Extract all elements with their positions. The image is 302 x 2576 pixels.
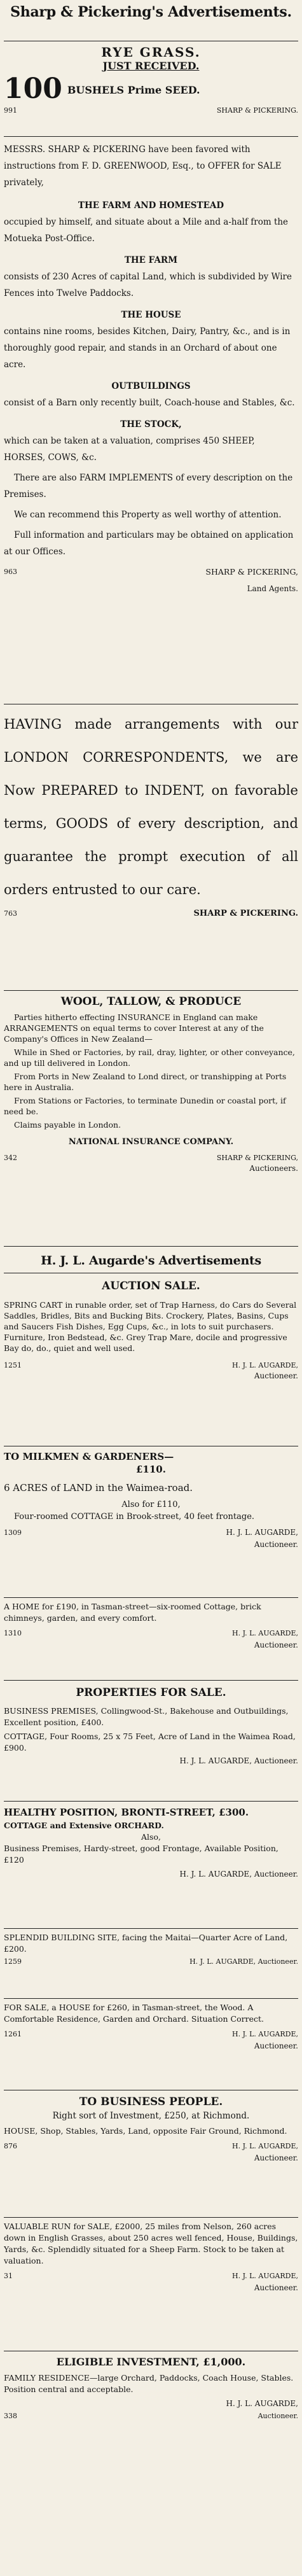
ad-signature: SHARP & PICKERING. bbox=[193, 909, 298, 918]
ad-paragraph: From Ports in New Zealand to Lond direct, or transhipping at Ports here in Australia. bbox=[4, 1072, 287, 1092]
ad-signature-title: Land Agents. bbox=[247, 584, 298, 593]
ad-signature-title: Auctioneer. bbox=[254, 2153, 298, 2162]
ad-business-people bbox=[4, 2094, 298, 2215]
ad-number: 763 bbox=[4, 909, 17, 918]
ad-milkmen-gardeners bbox=[4, 1450, 298, 1595]
ad-text: VALUABLE RUN for SALE, £2000, 25 miles from Nelson, 260 acres down in English Grasses, about 250 acres well fenced, House, Buildings, Yards, &c. Splendidly situated for a Sheep Farm. Stock to be taken at valuation. bbox=[4, 2222, 298, 2265]
divider bbox=[4, 704, 298, 706]
ad-paragraph: occupied by himself, and situate about a Mile and a-half from the Motueka Post-Office. bbox=[4, 217, 289, 244]
section-heading-augarde bbox=[4, 1251, 298, 1270]
ad-house-for-sale bbox=[4, 2002, 298, 2087]
ad-paragraph: consists of 230 Acres of capital Land, which is subdivided by Wire Fences into Twelve Paddocks. bbox=[4, 272, 292, 298]
divider bbox=[4, 990, 298, 992]
ad-text: A HOME for £190, in Tasman-street—six-roomed Cottage, brick chimneys, garden, and every comfort. bbox=[4, 1602, 261, 1623]
heading-text: H. J. L. Augarde's Advertisements bbox=[41, 1254, 261, 1268]
ad-signature: H. J. L. AUGARDE, bbox=[231, 2272, 298, 2280]
ad-paragraph: BUSINESS PREMISES, Collingwood-St., Bakehouse and Outbuildings, Excellent position, £400. bbox=[4, 1706, 289, 1727]
ad-signature-title: Auctioneers. bbox=[249, 1164, 298, 1173]
ad-title: PROPERTIES FOR SALE. bbox=[76, 1686, 226, 1699]
ad-number: 876 bbox=[4, 2142, 17, 2150]
ad-text: HOUSE, Shop, Stables, Yards, Land, opposite Fair Ground, Richmond. bbox=[4, 2126, 287, 2136]
ad-properties-for-sale bbox=[4, 1684, 298, 1798]
ad-a-home bbox=[4, 1601, 298, 1677]
ad-signature-title: Auctioneer. bbox=[254, 2041, 298, 2050]
divider bbox=[4, 2090, 298, 2092]
ad-paragraph: From Stations or Factories, to terminate Dunedin or coastal port, if need be. bbox=[4, 1096, 286, 1116]
ad-paragraph: COTTAGE, Four Rooms, 25 x 75 Feet, Acre of Land in the Waimea Road, £900. bbox=[4, 1732, 296, 1753]
ad-title: TO MILKMEN & GARDENERS— bbox=[4, 1451, 174, 1462]
ad-valuable-run bbox=[4, 2221, 298, 2348]
divider bbox=[4, 1998, 298, 2000]
ad-signature: SHARP & PICKERING. bbox=[216, 106, 298, 115]
ad-paragraph: contains nine rooms, besides Kitchen, Dairy, Pantry, &c., and is in thoroughly good repair, and stands in an Orchard of about one acre. bbox=[4, 326, 291, 370]
ad-signature-title: Auctioneer. bbox=[254, 1371, 298, 1380]
ad-subtitle: JUST RECEIVED. bbox=[102, 60, 200, 72]
ad-indent-goods bbox=[4, 708, 298, 988]
ad-text: HAVING made arrangements with our LONDON CORRESPONDENTS, we are Now PREPARED to INDENT, on favorable terms, GOODS of every description, and guarantee the prompt execution of all orders entrusted to our care. bbox=[4, 717, 298, 897]
ad-eligible-investment bbox=[4, 2355, 298, 2482]
divider bbox=[4, 2217, 298, 2219]
ad-signature: H. J. L. AUGARDE, bbox=[231, 2030, 298, 2038]
ad-wool-tallow bbox=[4, 994, 298, 1242]
ad-paragraph: Claims payable in London. bbox=[14, 1120, 121, 1130]
ad-text: Also for £110, bbox=[121, 1500, 181, 1509]
ad-text: BUSHELS Prime SEED. bbox=[67, 84, 200, 96]
section-heading-sharp-pickering bbox=[4, 4, 298, 39]
divider bbox=[4, 1680, 298, 1682]
ad-number: 1259 bbox=[4, 1957, 22, 1966]
ad-subheading: THE FARM bbox=[124, 255, 178, 265]
ad-subheading: THE FARM AND HOMESTEAD bbox=[78, 200, 224, 211]
ad-title: AUCTION SALE. bbox=[102, 1280, 200, 1292]
ad-paragraph: There are also FARM IMPLEMENTS of every description on the Premises. bbox=[4, 473, 293, 500]
ad-subheading: THE HOUSE bbox=[121, 310, 181, 320]
ad-number: 338 bbox=[4, 2412, 17, 2420]
ad-signature-title: Auctioneer. bbox=[254, 2283, 298, 2292]
ad-number: 1251 bbox=[4, 1361, 22, 1369]
ad-number: 1310 bbox=[4, 1629, 22, 1637]
ad-subheading: OUTBUILDINGS bbox=[111, 381, 191, 391]
ad-signature: H. J. L. AUGARDE, bbox=[226, 2399, 298, 2408]
divider bbox=[4, 2351, 298, 2353]
ad-text: SPLENDID BUILDING SITE, facing the Maitai—Quarter Acre of Land, £200. bbox=[4, 1933, 288, 1954]
ad-signature: H. J. L. AUGARDE, Auctioneer. bbox=[189, 1957, 298, 1966]
ad-also: Also, bbox=[141, 1832, 161, 1842]
ad-title: TO BUSINESS PEOPLE. bbox=[79, 2096, 223, 2108]
ad-company: NATIONAL INSURANCE COMPANY. bbox=[68, 1137, 234, 1147]
ad-signature: SHARP & PICKERING, bbox=[205, 567, 298, 577]
ad-signature: H. J. L. AUGARDE, Auctioneer. bbox=[179, 1870, 298, 1879]
ad-price: £110. bbox=[136, 1464, 166, 1475]
ad-intro: MESSRS. SHARP & PICKERING have been favored with instructions from F. D. GREENWOOD, Esq., to OFFER for SALE privately, bbox=[4, 144, 282, 188]
ad-title: RYE GRASS. bbox=[101, 45, 201, 60]
ad-paragraph: Full information and particulars may be obtained on application at our Offices. bbox=[4, 530, 294, 557]
ad-number: 1309 bbox=[4, 1529, 22, 1537]
ad-number: 31 bbox=[4, 2272, 13, 2280]
ad-signature: H. J. L. AUGARDE, bbox=[226, 1528, 298, 1537]
ad-signature: H. J. L. AUGARDE, bbox=[231, 2142, 298, 2150]
ad-text: 6 ACRES of LAND in the Waimea-road. bbox=[4, 1482, 193, 1494]
ad-rye-grass bbox=[4, 45, 298, 134]
ad-title: ELIGIBLE INVESTMENT, £1,000. bbox=[56, 2356, 246, 2368]
divider bbox=[4, 41, 298, 43]
ad-quantity: 100 bbox=[4, 73, 62, 105]
ad-number: 342 bbox=[4, 1154, 17, 1162]
ad-signature-title: Auctioneer. bbox=[254, 1641, 298, 1649]
ad-splendid-building-site bbox=[4, 1932, 298, 1996]
ad-signature: H. J. L. AUGARDE, bbox=[231, 1361, 298, 1369]
ad-text: SPRING CART in runable order, set of Trap Harness, do Cars do Several Saddles, Bridles, Bits and Bucking Bits. Crockery, Plates, Basins, Cups and Saucers Fish Dishes, Egg Cups, &c., in lots to suit purchasers. Furniture, Iron Bedstead, &c. Grey Trap Mare, docile and progressive Bay do, do., quiet and well used. bbox=[4, 1300, 297, 1353]
divider bbox=[4, 1597, 298, 1599]
ad-auction-sale bbox=[4, 1277, 298, 1443]
ad-title: WOOL, TALLOW, & PRODUCE bbox=[60, 995, 242, 1008]
ad-paragraph: We can recommend this Property as well worthy of attention. bbox=[14, 510, 282, 520]
ad-signature: H. J. L. AUGARDE, Auctioneer. bbox=[179, 1756, 298, 1765]
ad-text: FAMILY RESIDENCE—large Orchard, Paddocks, Coach House, Stables. Position central and acceptable. bbox=[4, 2373, 294, 2394]
divider bbox=[4, 136, 298, 138]
ad-signature-title: Auctioneer. bbox=[257, 2412, 298, 2420]
divider bbox=[4, 1246, 298, 1248]
ad-text: FOR SALE, a HOUSE for £260, in Tasman-street, the Wood. A Comfortable Residence, Garden and Orchard. Situation Correct. bbox=[4, 2003, 264, 2024]
ad-healthy-position bbox=[4, 1805, 298, 1926]
ad-signature-title: Auctioneer. bbox=[254, 1540, 298, 1549]
ad-text: Four-roomed COTTAGE in Brook-street, 40 feet frontage. bbox=[14, 1512, 255, 1522]
ad-subtitle: COTTAGE and Extensive ORCHARD. bbox=[4, 1821, 164, 1830]
ad-text: Business Premises, Hardy-street, good Frontage, Available Position, £120 bbox=[4, 1844, 278, 1865]
ad-subheading: THE STOCK, bbox=[120, 419, 182, 430]
heading-text: Sharp & Pickering's Advertisements. bbox=[10, 4, 292, 20]
ad-number: 1261 bbox=[4, 2030, 22, 2038]
ad-title: HEALTHY POSITION, BRONTI-STREET, £300. bbox=[4, 1807, 249, 1818]
ad-paragraph: which can be taken at a valuation, comprises 450 SHEEP, HORSES, COWS, &c. bbox=[4, 436, 255, 463]
ad-number: 991 bbox=[4, 106, 17, 115]
ad-farm-sale bbox=[4, 141, 298, 701]
divider bbox=[4, 1928, 298, 1930]
ad-paragraph: While in Shed or Factories, by rail, dray, lighter, or other conveyance, and up till delivered in London. bbox=[4, 1047, 295, 1068]
ad-signature: H. J. L. AUGARDE, bbox=[231, 1629, 298, 1637]
ad-signature: SHARP & PICKERING, bbox=[216, 1154, 298, 1162]
divider bbox=[4, 1446, 298, 1448]
ad-subtitle: Right sort of Investment, £250, at Richmond. bbox=[52, 2111, 250, 2121]
divider bbox=[4, 1801, 298, 1803]
ad-number: 963 bbox=[4, 568, 17, 576]
divider bbox=[4, 1273, 298, 1275]
ad-paragraph: Parties hitherto effecting INSURANCE in England can make ARRANGEMENTS on equal terms to cover Interest at any of the Company's Offices in New Zealand— bbox=[4, 1012, 264, 1044]
ad-paragraph: consist of a Barn only recently built, Coach-house and Stables, &c. bbox=[4, 398, 295, 408]
